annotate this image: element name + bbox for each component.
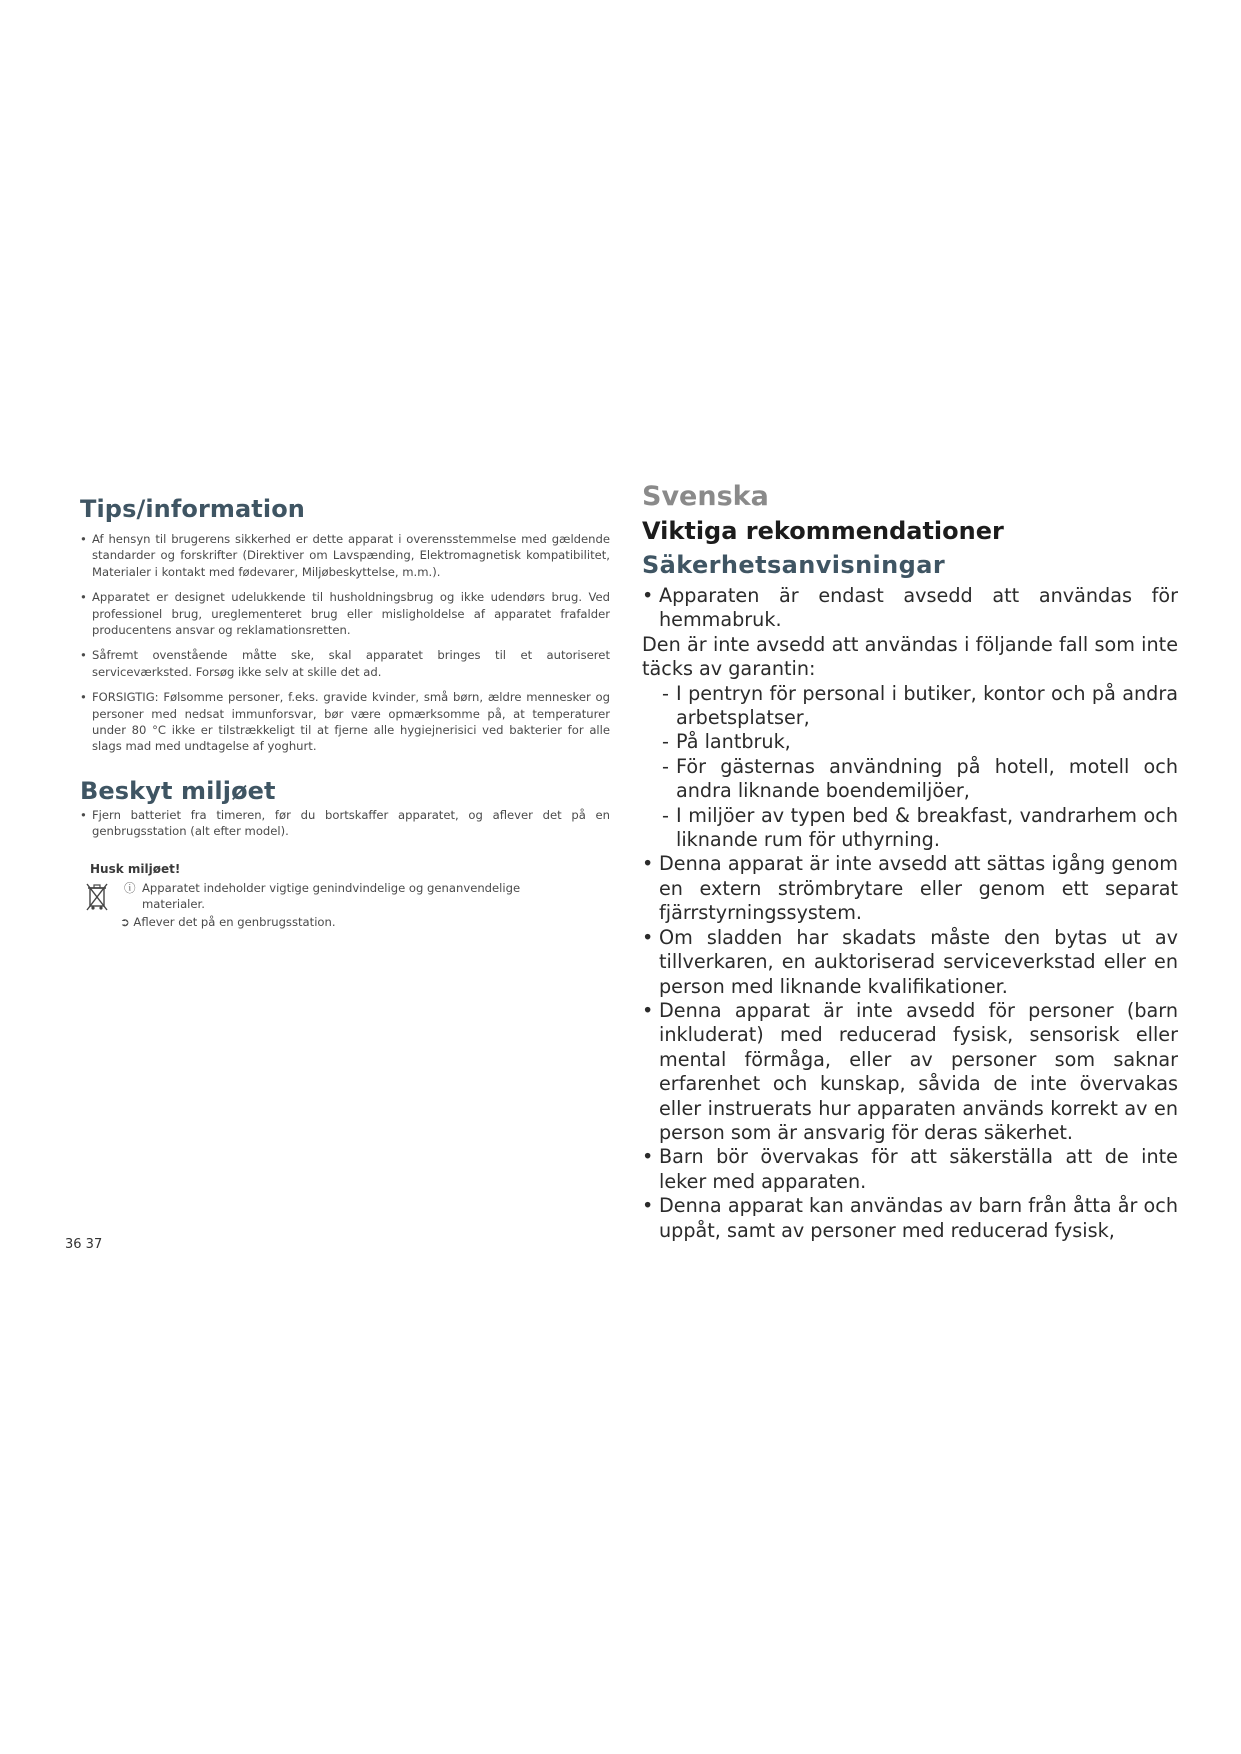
language-title: Svenska	[642, 481, 769, 512]
list-item: - I pentryn för personal i butiker, kontor och på andra arbetsplatser,	[662, 681, 1178, 730]
list-item: • Af hensyn til brugerens sikkerhed er dette apparat i overensstemmelse med gældende standarder og forskrifter (Direktiver om Lavspænding, Elektromagnetisk kompatibilitet, Materialer i kontakt med fødevarer, Miljøbeskyttelse, m.m.).	[80, 532, 610, 579]
intro-paragraph: Den är inte avsedd att användas i följande fall som inte täcks av garantin:	[642, 632, 1178, 681]
list-item: • Om sladden har skadats måste den bytas ut av tillverkaren, en auktoriserad serviceverkstad eller en person med liknande kvalifikationer.	[642, 925, 1178, 998]
list-item: - På lantbruk,	[662, 730, 791, 754]
recycle-notice	[80, 862, 610, 942]
section-subheading: Säkerhetsanvisningar	[642, 551, 946, 579]
page-title: Viktiga rekommendationer	[642, 517, 1004, 545]
tips-list	[80, 531, 610, 755]
list-item: • Apparaten är endast avsedd att användas för hemmabruk.	[642, 584, 1178, 632]
list-item: • Barn bör övervakas för att säkerställa att de inte leker med apparaten.	[642, 1145, 1178, 1193]
list-item: • Fjern batteriet fra timeren, før du bortskaffer apparatet, og aflever det på en genbrugsstation (alt efter model).	[80, 807, 610, 839]
safety-text	[642, 584, 1178, 1243]
list-item: - För gästernas användning på hotell, motell och andra liknande boendemiljöer,	[662, 754, 1178, 803]
list-item: • Såfremt ovenstående måtte ske, skal apparatet bringes til et autoriseret serviceværksted. Forsøg ikke selv at skille det ad.	[80, 648, 610, 679]
list-item: • Apparatet er designet udelukkende til husholdningsbrug og ikke udendørs brug. Ved professionel brug, ureglementeret brug eller misligholdelse af apparatet frafalder producentens ansvar og reklamationsretten.	[80, 590, 610, 638]
environment-list	[80, 807, 610, 840]
danish-column	[80, 495, 610, 942]
tips-heading: Tips/information	[80, 495, 305, 523]
recycle-title: Husk miljøet!	[90, 861, 181, 876]
page-number: 36 37	[65, 1237, 103, 1252]
swedish-column	[642, 480, 1178, 1243]
list-item: • Denna apparat är inte avsedd att sättas igång genom en extern strömbrytare eller genom ett separat fjärrstyrningssystem.	[642, 852, 1178, 925]
list-item: • Denna apparat kan användas av barn från åtta år och uppåt, samt av personer med reducerad fysisk,	[642, 1194, 1178, 1242]
list-item: • FORSIGTIG: Følsomme personer, f.eks. gravide kvinder, små børn, ældre mennesker og personer med nedsat immunforsvar, bør være opmærksomme på, at temperaturer under 80 °C ikke er tilstrækkeligt til at fjerne alle hygiejnerisici ved bakterier for alle slags mad med undtagelse af yoghurt.	[80, 690, 610, 754]
list-item: - I miljöer av typen bed & breakfast, vandrarhem och liknande rum för uthyrning.	[662, 803, 1178, 852]
crossed-bin-icon	[86, 882, 108, 912]
environment-heading: Beskyt miljøet	[80, 776, 276, 805]
info-icon: ⓘ	[124, 880, 136, 895]
list-item: • Denna apparat är inte avsedd för personer (barn inkluderat) med reducerad fysisk, sensorisk eller mental förmåga, eller av personer som saknar erfarenhet och kunskap, såvida de inte övervakas eller instruerats hur apparaten används korrekt av en person som är ansvarig för deras säkerhet.	[642, 998, 1178, 1144]
recycle-instruction: ➲ Aflever det på en genbrugsstation.	[120, 914, 336, 929]
recycle-text: ⓘ Apparatet indeholder vigtige genindvindelige og genanvendelige materialer.	[124, 880, 521, 911]
